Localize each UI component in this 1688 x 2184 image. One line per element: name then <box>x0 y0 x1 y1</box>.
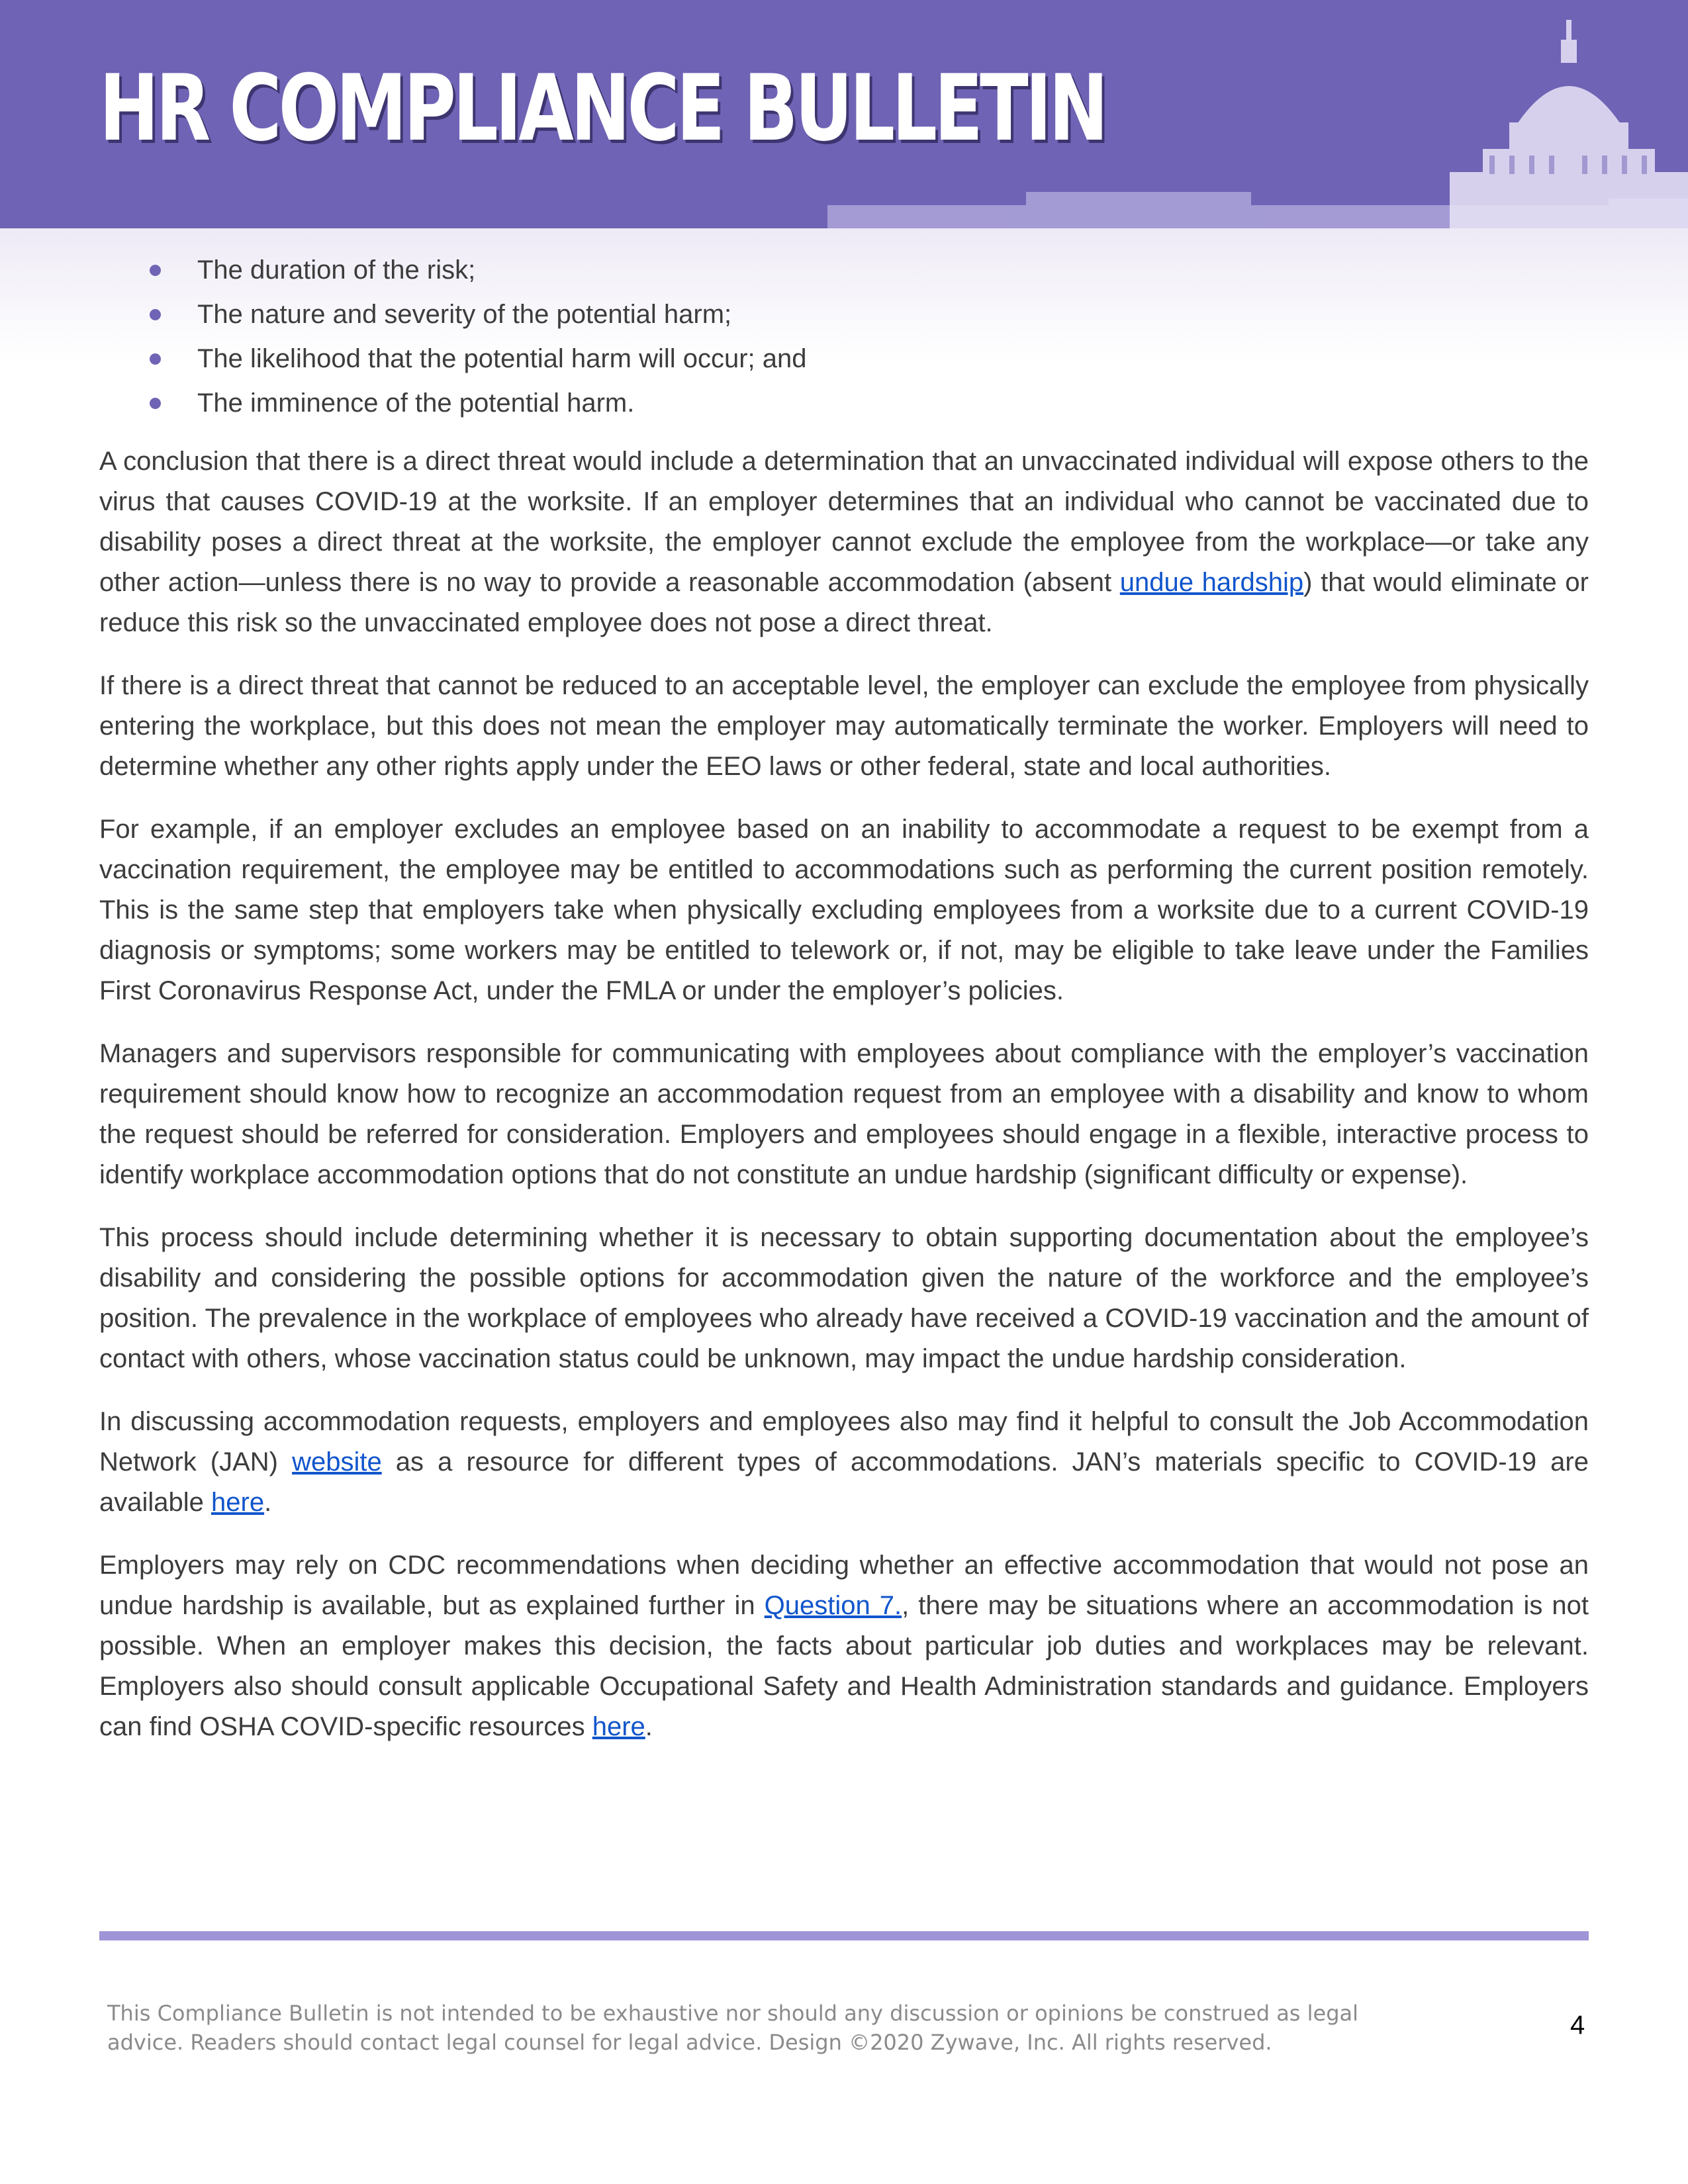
header-banner <box>0 0 1688 228</box>
list-item: The nature and severity of the potential harm; <box>197 293 1589 337</box>
paragraph-managers: Managers and supervisors responsible for communicating with employees about compliance with the employer’s vaccination requirement should know how to recognize an accommodation request from an employee with a disability and know to whom the request should be referred for consideration. Employers and employees should engage in a flexible, interactive process to identify workplace accommodation options that do not constitute an undue hardship (significant difficulty or expense). <box>99 1039 1589 1189</box>
list-item: The likelihood that the potential harm will occur; and <box>197 337 1589 381</box>
page-number: 4 <box>1570 2011 1585 2040</box>
paragraph-cdc: Employers may rely on CDC recommendations when deciding whether an effective accommodation that would not pose an undue hardship is available, but as explained further in Question 7., there may be situations where an accommodation is not possible. When an employer makes this decision, the facts about particular job duties and workplaces may be relevant. Employers also should consult applicable Occupational Safety and Health Administration standards and guidance. Employers can find OSHA COVID-specific resources here. <box>99 1551 1589 1741</box>
list-item: The duration of the risk; <box>197 248 1589 293</box>
jan-website-link[interactable]: website <box>292 1447 382 1477</box>
paragraph-process: This process should include determining whether it is necessary to obtain supporting documentation about the employee’s disability and considering the possible options for accommodation given the nature of the workforce and the employee’s position. The prevalence in the workplace of employees who already have received a COVID-19 vaccination and the amount of contact with others, whose vaccination status could be unknown, may impact the undue hardship consideration. <box>99 1223 1589 1373</box>
paragraph-exclusion: If there is a direct threat that cannot be reduced to an acceptable level, the employer can exclude the employee from physically entering the workplace, but this does not mean the employer may automatically terminate the worker. Employers will need to determine whether any other rights apply under the EEO laws or other federal, state and local authorities. <box>99 671 1589 781</box>
undue-hardship-link[interactable]: undue hardship <box>1119 568 1304 597</box>
capitol-building-icon <box>827 7 1688 228</box>
paragraph-example: For example, if an employer excludes an employee based on an inability to accommodate a request to be exempt from a vaccination requirement, the employee may be entitled to accommodations such as performing the current position remotely. This is the same step that employers take when physically excluding employees from a worksite due to a current COVID-19 diagnosis or symptoms; some workers may be entitled to telework or, if not, may be eligible to take leave under the Families First Coronavirus Response Act, under the FMLA or under the employer’s policies. <box>99 815 1589 1005</box>
question-7-link[interactable]: Question 7. <box>764 1591 902 1620</box>
footer-divider <box>99 1931 1589 1940</box>
risk-factor-list <box>99 248 1589 426</box>
jan-covid-here-link[interactable]: here <box>211 1488 265 1517</box>
list-item: The imminence of the potential harm. <box>197 381 1589 426</box>
bulletin-title: HR COMPLIANCE BULLETIN <box>99 55 1105 161</box>
paragraph-direct-threat: A conclusion that there is a direct threat would include a determination that an unvaccinated individual will expose others to the virus that causes COVID-19 at the worksite. If an employer determines that an individual who cannot be vaccinated due to disability poses a direct threat at the worksite, the employer cannot exclude the employee from the workplace—or take any other action—unless there is no way to provide a reasonable accommodation (absent undue hardship) that would eliminate or reduce this risk so the unvaccinated employee does not pose a direct threat. <box>99 447 1589 637</box>
paragraph-jan: In discussing accommodation requests, employers and employees also may find it helpful to consult the Job Accommodation Network (JAN) website as a resource for different types of accommodations. JAN’s materials specific to COVID-19 are available here. <box>99 1407 1589 1517</box>
bulletin-body <box>99 248 1589 1770</box>
osha-here-link[interactable]: here <box>592 1712 645 1741</box>
footer-disclaimer: This Compliance Bulletin is not intended to be exhaustive nor should any discussion or opinions be construed as legal advice. Readers should contact legal counsel for legal advice. Design ©2020 Zywave, Inc. All rights reserved. <box>107 2001 1359 2055</box>
